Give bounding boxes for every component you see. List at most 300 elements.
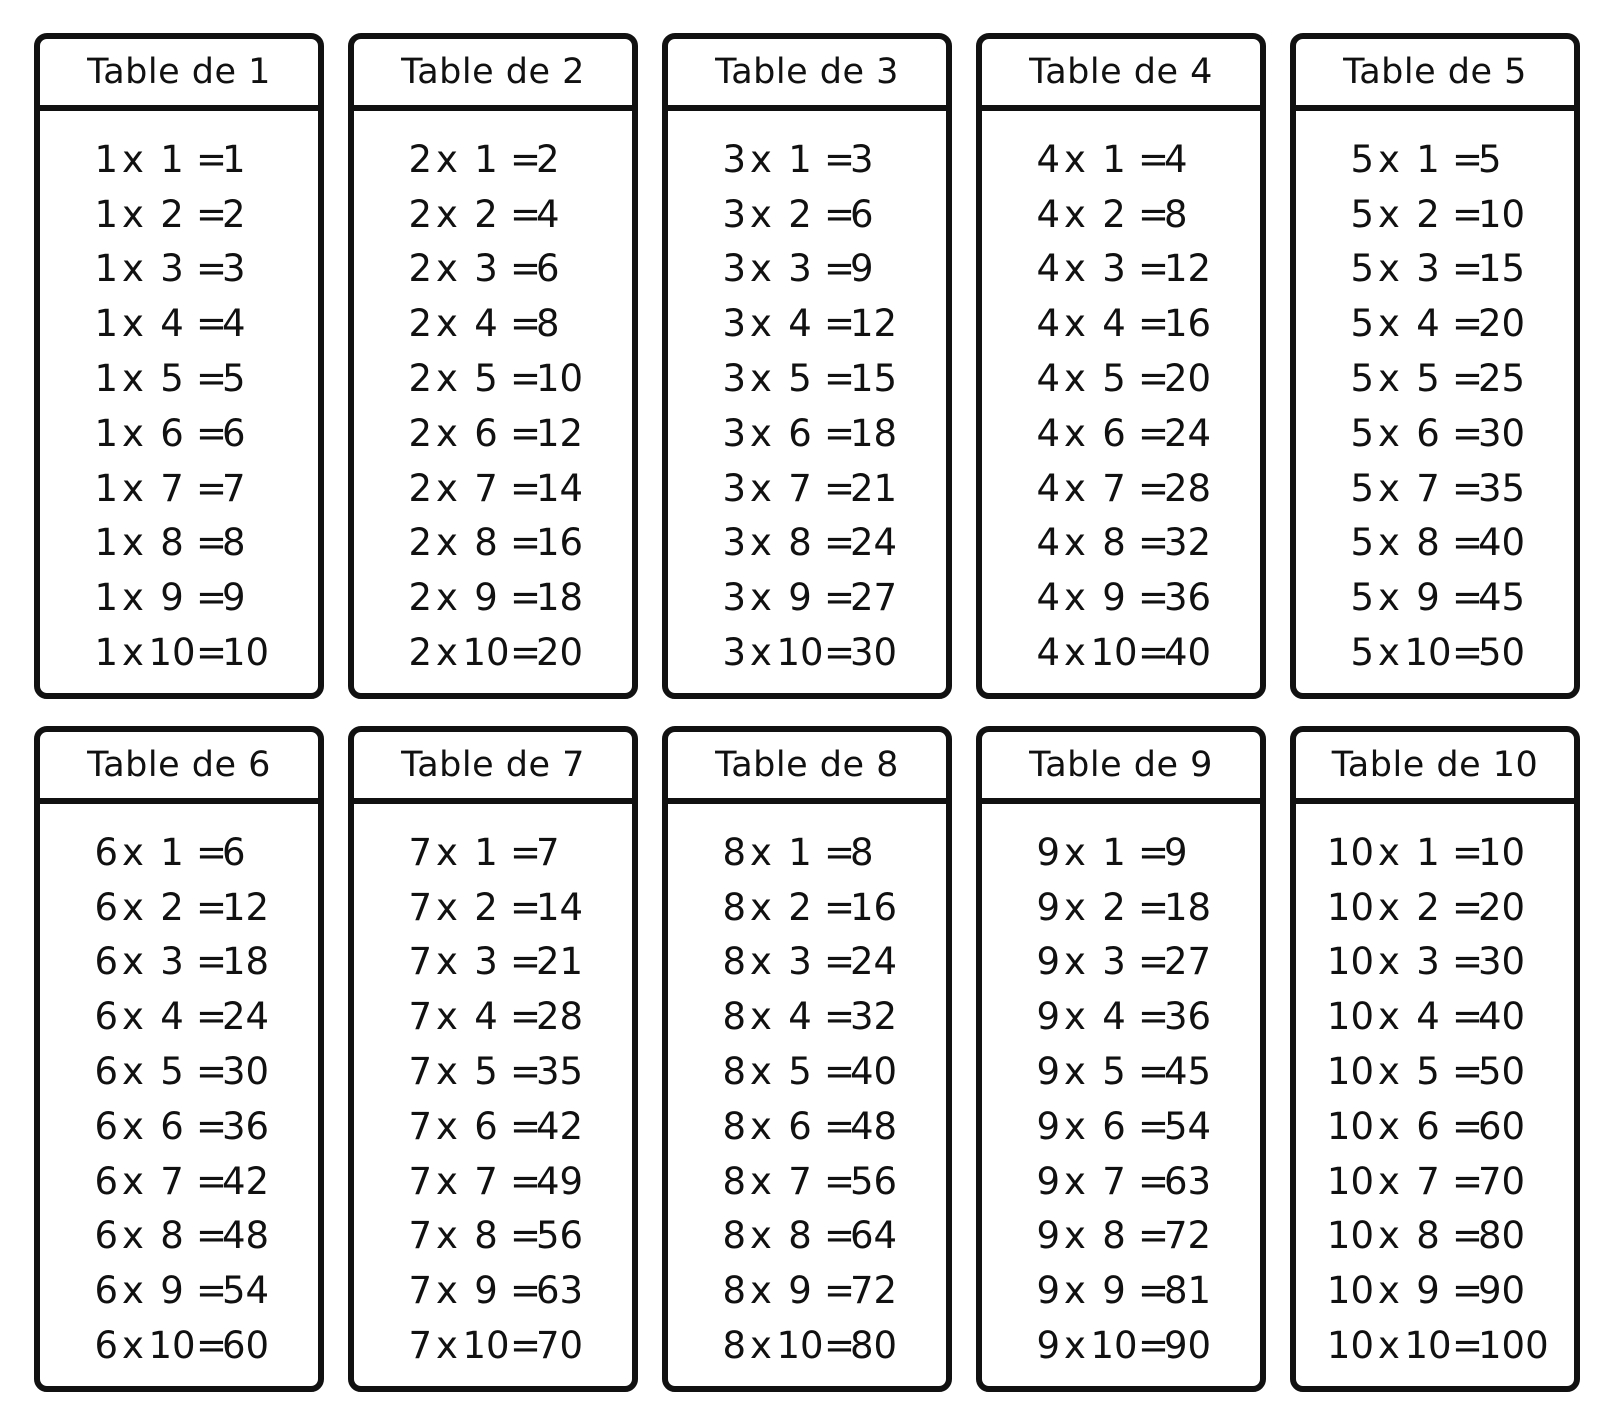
equals-sign: = — [196, 1214, 228, 1258]
times-sign: x — [1378, 247, 1400, 291]
product: 9 — [1164, 830, 1188, 874]
multiplier: 5 — [1416, 1050, 1440, 1094]
multiplication-line — [60, 406, 298, 461]
multiplier: 3 — [474, 247, 498, 291]
multiplication-table-card — [976, 33, 1266, 699]
product: 50 — [1478, 1050, 1526, 1094]
multiplicand: 3 — [722, 302, 746, 346]
product: 36 — [1164, 576, 1212, 620]
product: 35 — [1478, 466, 1526, 510]
multiplication-line — [1316, 351, 1554, 406]
times-sign: x — [436, 302, 458, 346]
multiplication-line — [1316, 1154, 1554, 1209]
times-sign: x — [436, 1159, 458, 1203]
equals-sign: = — [510, 576, 542, 620]
equals-sign: = — [1452, 576, 1484, 620]
multiplier: 6 — [1102, 1104, 1126, 1148]
multiplier: 2 — [1102, 885, 1126, 929]
equals-sign: = — [196, 1159, 228, 1203]
times-sign: x — [1378, 411, 1400, 455]
times-sign: x — [436, 357, 458, 401]
times-sign: x — [750, 576, 772, 620]
product: 90 — [1478, 1269, 1526, 1313]
multiplicand: 5 — [1350, 521, 1374, 565]
multiplier: 4 — [474, 302, 498, 346]
equals-sign: = — [1138, 466, 1170, 510]
multiplicand: 6 — [94, 1269, 118, 1313]
multiplicand: 10 — [1326, 1324, 1374, 1368]
multiplier: 10 — [148, 1324, 196, 1368]
multiplicand: 9 — [1036, 1159, 1060, 1203]
equals-sign: = — [510, 302, 542, 346]
multiplication-line — [1002, 351, 1240, 406]
multiplication-line — [688, 570, 926, 625]
multiplicand: 8 — [722, 1324, 746, 1368]
multiplier: 10 — [462, 1324, 510, 1368]
multiplicand: 3 — [722, 357, 746, 401]
multiplicand: 3 — [722, 576, 746, 620]
multiplier: 5 — [160, 1050, 184, 1094]
product: 6 — [536, 247, 560, 291]
multiplier: 7 — [160, 1159, 184, 1203]
multiplication-line — [1002, 1318, 1240, 1373]
equals-sign: = — [1452, 1324, 1484, 1368]
times-sign: x — [122, 1104, 144, 1148]
equals-sign: = — [1452, 885, 1484, 929]
multiplier: 7 — [474, 1159, 498, 1203]
multiplicand: 2 — [408, 411, 432, 455]
equals-sign: = — [1138, 411, 1170, 455]
times-sign: x — [1064, 466, 1086, 510]
multiplication-line — [1316, 1044, 1554, 1099]
equals-sign: = — [824, 1214, 856, 1258]
multiplicand: 2 — [408, 576, 432, 620]
product: 35 — [536, 1050, 584, 1094]
equals-sign: = — [196, 885, 228, 929]
multiplicand: 7 — [408, 1214, 432, 1258]
times-sign: x — [1064, 885, 1086, 929]
multiplicand: 9 — [1036, 1214, 1060, 1258]
times-sign: x — [1064, 830, 1086, 874]
product: 27 — [850, 576, 898, 620]
times-sign: x — [1378, 1269, 1400, 1313]
product: 4 — [222, 302, 246, 346]
multiplier: 6 — [788, 411, 812, 455]
product: 36 — [1164, 995, 1212, 1039]
times-sign: x — [1378, 521, 1400, 565]
equals-sign: = — [1138, 1324, 1170, 1368]
table-body — [668, 111, 946, 693]
times-sign: x — [750, 830, 772, 874]
multiplication-table-card — [1290, 33, 1580, 699]
multiplicand: 5 — [1350, 247, 1374, 291]
times-sign: x — [122, 576, 144, 620]
multiplier: 4 — [1102, 995, 1126, 1039]
product: 90 — [1164, 1324, 1212, 1368]
multiplicand: 1 — [94, 631, 118, 675]
equals-sign: = — [824, 1159, 856, 1203]
multiplier: 9 — [474, 576, 498, 620]
multiplication-line — [688, 516, 926, 571]
multiplicand: 3 — [722, 247, 746, 291]
times-sign: x — [436, 940, 458, 984]
multiplication-line — [60, 880, 298, 935]
equals-sign: = — [510, 192, 542, 236]
times-sign: x — [1378, 940, 1400, 984]
equals-sign: = — [824, 137, 856, 181]
equals-sign: = — [1452, 357, 1484, 401]
times-sign: x — [122, 885, 144, 929]
times-sign: x — [122, 466, 144, 510]
multiplier: 3 — [474, 940, 498, 984]
multiplication-table-card — [662, 33, 952, 699]
product: 6 — [222, 830, 246, 874]
times-sign: x — [1064, 1159, 1086, 1203]
product: 36 — [222, 1104, 270, 1148]
multiplicand: 9 — [1036, 830, 1060, 874]
multiplication-line — [1316, 132, 1554, 187]
multiplier: 1 — [788, 137, 812, 181]
equals-sign: = — [824, 1324, 856, 1368]
multiplier: 6 — [788, 1104, 812, 1148]
equals-sign: = — [824, 357, 856, 401]
times-sign: x — [122, 302, 144, 346]
multiplicand: 7 — [408, 995, 432, 1039]
multiplicand: 6 — [94, 1104, 118, 1148]
times-sign: x — [1064, 521, 1086, 565]
multiplicand: 8 — [722, 1159, 746, 1203]
multiplicand: 9 — [1036, 885, 1060, 929]
times-sign: x — [750, 411, 772, 455]
multiplication-line — [688, 1044, 926, 1099]
equals-sign: = — [196, 1104, 228, 1148]
multiplicand: 7 — [408, 1050, 432, 1094]
multiplier: 6 — [160, 1104, 184, 1148]
times-sign: x — [436, 1214, 458, 1258]
multiplication-line — [688, 880, 926, 935]
multiplication-line — [374, 570, 612, 625]
equals-sign: = — [510, 411, 542, 455]
times-sign: x — [436, 1104, 458, 1148]
equals-sign: = — [510, 1050, 542, 1094]
multiplier: 8 — [160, 1214, 184, 1258]
multiplier: 9 — [1416, 1269, 1440, 1313]
times-sign: x — [1064, 1324, 1086, 1368]
multiplicand: 8 — [722, 830, 746, 874]
times-sign: x — [1378, 576, 1400, 620]
multiplicand: 10 — [1326, 995, 1374, 1039]
multiplication-line — [1002, 516, 1240, 571]
times-sign: x — [750, 247, 772, 291]
multiplication-line — [1316, 296, 1554, 351]
equals-sign: = — [1452, 466, 1484, 510]
equals-sign: = — [1452, 521, 1484, 565]
multiplication-line — [1316, 242, 1554, 297]
multiplication-line — [60, 1154, 298, 1209]
multiplier: 9 — [788, 1269, 812, 1313]
multiplier: 9 — [160, 1269, 184, 1313]
multiplicand: 1 — [94, 466, 118, 510]
product: 100 — [1478, 1324, 1549, 1368]
equals-sign: = — [824, 885, 856, 929]
multiplicand: 3 — [722, 192, 746, 236]
multiplicand: 6 — [94, 1324, 118, 1368]
multiplier: 4 — [1416, 302, 1440, 346]
times-sign: x — [750, 631, 772, 675]
multiplication-line — [688, 1263, 926, 1318]
multiplier: 10 — [462, 631, 510, 675]
times-sign: x — [750, 521, 772, 565]
multiplication-line — [374, 516, 612, 571]
multiplicand: 10 — [1326, 940, 1374, 984]
multiplier: 6 — [474, 411, 498, 455]
table-title: Table de 5 — [1296, 39, 1574, 111]
multiplicand: 5 — [1350, 631, 1374, 675]
multiplicand: 10 — [1326, 1159, 1374, 1203]
table-body — [1296, 804, 1574, 1386]
multiplier: 7 — [788, 1159, 812, 1203]
product: 60 — [1478, 1104, 1526, 1148]
product: 16 — [850, 885, 898, 929]
equals-sign: = — [1452, 1214, 1484, 1258]
multiplication-line — [1002, 242, 1240, 297]
multiplicand: 7 — [408, 1159, 432, 1203]
multiplication-line — [60, 625, 298, 680]
multiplicand: 8 — [722, 995, 746, 1039]
times-sign: x — [750, 940, 772, 984]
multiplication-line — [374, 880, 612, 935]
equals-sign: = — [824, 192, 856, 236]
product: 12 — [850, 302, 898, 346]
multiplier: 6 — [1416, 1104, 1440, 1148]
multiplication-line — [374, 935, 612, 990]
equals-sign: = — [824, 466, 856, 510]
multiplier: 5 — [788, 357, 812, 401]
times-sign: x — [750, 1214, 772, 1258]
product: 80 — [850, 1324, 898, 1368]
equals-sign: = — [510, 137, 542, 181]
equals-sign: = — [196, 192, 228, 236]
multiplier: 10 — [148, 631, 196, 675]
product: 24 — [850, 940, 898, 984]
equals-sign: = — [510, 247, 542, 291]
multiplier: 2 — [160, 885, 184, 929]
multiplier: 1 — [160, 137, 184, 181]
multiplier: 7 — [474, 466, 498, 510]
multiplication-table-card — [976, 726, 1266, 1392]
times-sign: x — [1064, 995, 1086, 1039]
equals-sign: = — [510, 995, 542, 1039]
multiplier: 8 — [788, 521, 812, 565]
times-sign: x — [122, 1159, 144, 1203]
equals-sign: = — [196, 576, 228, 620]
multiplier: 1 — [474, 137, 498, 181]
multiplicand: 9 — [1036, 1269, 1060, 1313]
product: 8 — [536, 302, 560, 346]
product: 32 — [850, 995, 898, 1039]
times-sign: x — [436, 521, 458, 565]
times-sign: x — [122, 411, 144, 455]
product: 20 — [1478, 302, 1526, 346]
multiplicand: 6 — [94, 940, 118, 984]
multiplier: 10 — [1404, 631, 1452, 675]
multiplicand: 10 — [1326, 830, 1374, 874]
equals-sign: = — [196, 466, 228, 510]
times-sign: x — [436, 411, 458, 455]
multiplier: 5 — [788, 1050, 812, 1094]
multiplicand: 4 — [1036, 576, 1060, 620]
multiplicand: 1 — [94, 576, 118, 620]
multiplication-line — [374, 1044, 612, 1099]
product: 10 — [1478, 830, 1526, 874]
equals-sign: = — [824, 521, 856, 565]
multiplicand: 3 — [722, 411, 746, 455]
multiplicand: 1 — [94, 192, 118, 236]
product: 10 — [1478, 192, 1526, 236]
table-body — [1296, 111, 1574, 693]
product: 8 — [850, 830, 874, 874]
multiplicand: 2 — [408, 247, 432, 291]
equals-sign: = — [196, 521, 228, 565]
equals-sign: = — [510, 885, 542, 929]
table-body — [354, 804, 632, 1386]
times-sign: x — [436, 631, 458, 675]
product: 42 — [222, 1159, 270, 1203]
times-sign: x — [750, 1159, 772, 1203]
equals-sign: = — [1138, 357, 1170, 401]
product: 9 — [850, 247, 874, 291]
multiplier: 10 — [776, 1324, 824, 1368]
product: 8 — [222, 521, 246, 565]
multiplication-line — [374, 461, 612, 516]
multiplicand: 7 — [408, 1104, 432, 1148]
equals-sign: = — [196, 302, 228, 346]
multiplicand: 4 — [1036, 302, 1060, 346]
equals-sign: = — [824, 411, 856, 455]
times-sign: x — [436, 885, 458, 929]
product: 24 — [222, 995, 270, 1039]
multiplier: 9 — [1416, 576, 1440, 620]
multiplicand: 4 — [1036, 137, 1060, 181]
multiplier: 8 — [474, 1214, 498, 1258]
times-sign: x — [436, 995, 458, 1039]
multiplicand: 6 — [94, 995, 118, 1039]
equals-sign: = — [1452, 1159, 1484, 1203]
times-sign: x — [122, 1050, 144, 1094]
multiplier: 5 — [474, 357, 498, 401]
multiplier: 2 — [788, 192, 812, 236]
multiplication-line — [60, 935, 298, 990]
multiplication-line — [688, 242, 926, 297]
times-sign: x — [1064, 1214, 1086, 1258]
table-title: Table de 6 — [40, 732, 318, 804]
times-sign: x — [750, 1269, 772, 1313]
product: 28 — [1164, 466, 1212, 510]
product: 30 — [1478, 940, 1526, 984]
multiplier: 4 — [1416, 995, 1440, 1039]
product: 21 — [850, 466, 898, 510]
product: 12 — [1164, 247, 1212, 291]
table-title: Table de 1 — [40, 39, 318, 111]
multiplication-line — [1002, 461, 1240, 516]
multiplicand: 8 — [722, 1269, 746, 1313]
multiplicand: 5 — [1350, 357, 1374, 401]
multiplicand: 4 — [1036, 631, 1060, 675]
multiplication-line — [60, 132, 298, 187]
multiplier: 7 — [788, 466, 812, 510]
multiplication-line — [60, 1263, 298, 1318]
times-sign: x — [122, 357, 144, 401]
product: 42 — [536, 1104, 584, 1148]
product: 25 — [1478, 357, 1526, 401]
multiplication-line — [60, 351, 298, 406]
multiplier: 3 — [1416, 940, 1440, 984]
multiplier: 7 — [1416, 1159, 1440, 1203]
multiplication-line — [1316, 989, 1554, 1044]
multiplication-line — [1002, 880, 1240, 935]
equals-sign: = — [1138, 940, 1170, 984]
equals-sign: = — [196, 247, 228, 291]
multiplication-line — [374, 351, 612, 406]
multiplication-line — [1002, 187, 1240, 242]
multiplier: 10 — [776, 631, 824, 675]
multiplicand: 6 — [94, 885, 118, 929]
multiplicand: 8 — [722, 1050, 746, 1094]
multiplication-line — [60, 296, 298, 351]
product: 27 — [1164, 940, 1212, 984]
product: 16 — [536, 521, 584, 565]
equals-sign: = — [1452, 1050, 1484, 1094]
equals-sign: = — [196, 830, 228, 874]
multiplication-line — [60, 461, 298, 516]
multiplicand: 9 — [1036, 940, 1060, 984]
table-title: Table de 9 — [982, 732, 1260, 804]
multiplier: 7 — [1102, 1159, 1126, 1203]
multiplicand: 10 — [1326, 885, 1374, 929]
multiplicand: 6 — [94, 830, 118, 874]
times-sign: x — [750, 302, 772, 346]
multiplier: 3 — [160, 940, 184, 984]
multiplier: 4 — [788, 302, 812, 346]
multiplier: 9 — [1102, 1269, 1126, 1313]
product: 70 — [536, 1324, 584, 1368]
multiplication-line — [1002, 1099, 1240, 1154]
multiplication-line — [1316, 406, 1554, 461]
product: 18 — [222, 940, 270, 984]
product: 15 — [850, 357, 898, 401]
multiplier: 2 — [788, 885, 812, 929]
times-sign: x — [1378, 1214, 1400, 1258]
times-sign: x — [1378, 1104, 1400, 1148]
multiplier: 5 — [474, 1050, 498, 1094]
multiplication-line — [374, 1099, 612, 1154]
multiplicand: 5 — [1350, 137, 1374, 181]
equals-sign: = — [1452, 1269, 1484, 1313]
equals-sign: = — [1452, 302, 1484, 346]
multiplication-line — [1002, 935, 1240, 990]
product: 80 — [1478, 1214, 1526, 1258]
equals-sign: = — [824, 247, 856, 291]
multiplier: 10 — [1090, 1324, 1138, 1368]
product: 28 — [536, 995, 584, 1039]
table-body — [982, 111, 1260, 693]
times-sign: x — [436, 466, 458, 510]
product: 81 — [1164, 1269, 1212, 1313]
times-sign: x — [122, 1324, 144, 1368]
multiplicand: 1 — [94, 302, 118, 346]
equals-sign: = — [1138, 830, 1170, 874]
table-body — [982, 804, 1260, 1386]
